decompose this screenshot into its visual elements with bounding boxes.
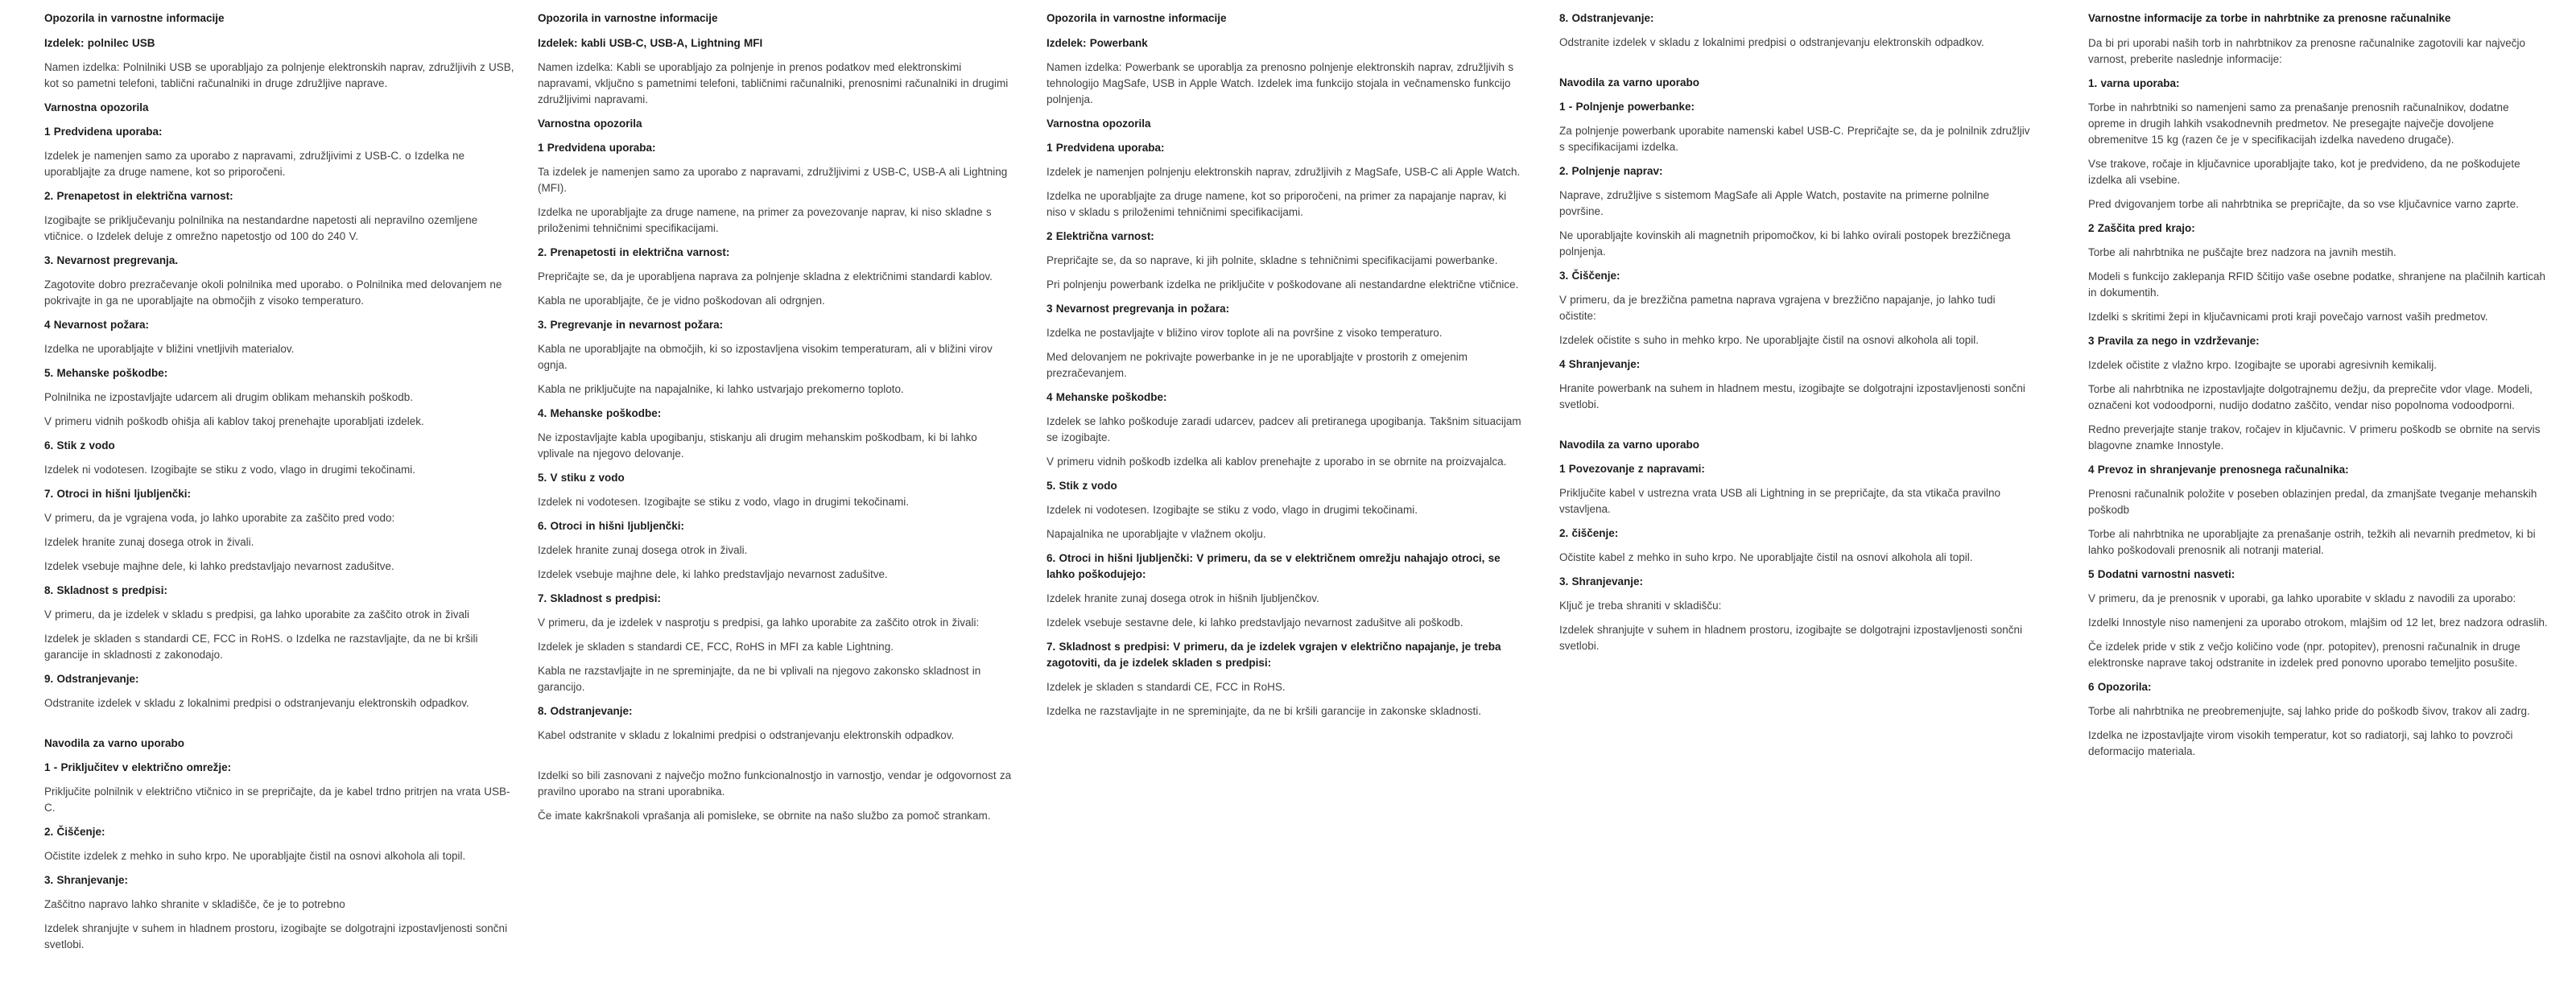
paragraph: Izdelek ni vodotesen. Izogibajte se stiku z vodo, vlago in drugimi tekočinami. (538, 496, 909, 508)
section-heading: 6. Otroci in hišni ljubljenčki: V primeru, da se v električnem omrežju nahajajo otroci, se lahko poškodujejo: (1046, 552, 1501, 580)
section-heading: 7. Otroci in hišni ljubljenčki: (44, 488, 192, 500)
section-heading: 1 Predvidena uporaba: (538, 142, 656, 154)
paragraph: Za polnjenje powerbank uporabite namenski kabel USB-C. Prepričajte se, da je polnilnik združljiv s specifikacijami izdelka. (1559, 125, 2030, 153)
paragraph: Torbe in nahrbtniki so namenjeni samo za prenašanje prenosnih računalnikov, dodatne opreme in drugih lahkih vsakodnevnih predmetov. Ne presegajte največje dovoljene obremenitve 15 kg (razen če je v specifikacijah izdelka navedeno drugače). (2088, 101, 2509, 146)
paragraph: Izdelka ne uporabljajte za druge namene, kot so priporočeni, na primer za napajanje naprav, ki niso v skladu s priloženimi tehničnimi specifikacijami. (1046, 190, 1507, 218)
paragraph: Izdelka ne izpostavljajte virom visokih temperatur, kot so radiatorji, saj lahko to povzroči deformacijo materiala. (2088, 729, 2513, 757)
paragraph: Pri polnjenju powerbank izdelka ne priključite v poškodovane ali nestandardne električne vtičnice. (1046, 278, 1519, 291)
paragraph: Ne izpostavljajte kabla upogibanju, stiskanju ali drugim mehanskim poškodbam, ki bi lahko vplivale na njegovo delovanje. (538, 431, 977, 460)
section-heading: 2. Čiščenje: (44, 826, 105, 838)
section-heading: 4 Mehanske poškodbe: (1046, 391, 1167, 403)
section-heading: 2 Zaščita pred krajo: (2088, 222, 2195, 234)
section-heading: 4 Shranjevanje: (1559, 358, 1641, 370)
document-title: Opozorila in varnostne informacije (1046, 12, 1227, 24)
paragraph: Izdelek ni vodotesen. Izogibajte se stiku z vodo, vlago in drugimi tekočinami. (44, 464, 415, 476)
paragraph: V primeru, da je izdelek v nasprotju s predpisi, ga lahko uporabite za zaščito otrok in živali: (538, 616, 980, 629)
paragraph: Izogibajte se priključevanju polnilnika na nestandardne napetosti ali nepravilno ozemljene vtičnice. o Izdelek deluje z omrežno napetostjo od 100 do 240 V. (44, 214, 478, 242)
paragraph: Izdelek vsebuje majhne dele, ki lahko predstavljajo nevarnost zadušitve. (538, 568, 888, 580)
paragraph: Pred dvigovanjem torbe ali nahrbtnika se prepričajte, da so vse ključavnice varno zaprte. (2088, 198, 2520, 210)
paragraph: Prenosni računalnik položite v poseben oblazinjen predal, da zmanjšate tveganje mehanskih poškodb (2088, 488, 2537, 516)
section-heading: 1 - Priključitev v električno omrežje: (44, 761, 232, 773)
document-title: Opozorila in varnostne informacije (44, 12, 225, 24)
paragraph: Prepričajte se, da je uporabljena naprava za polnjenje skladna z električnimi standardi kablov. (538, 270, 993, 282)
paragraph: Če imate kakršnakoli vprašanja ali pomisleke, se obrnite na našo službo za pomoč strankam. (538, 810, 991, 822)
paragraph: Izdelek ni vodotesen. Izogibajte se stiku z vodo, vlago in drugimi tekočinami. (1046, 504, 1418, 516)
paragraph: Izdelek vsebuje majhne dele, ki lahko predstavljajo nevarnost zadušitve. (44, 560, 394, 572)
section-heading: 8. Odstranjevanje: (538, 705, 633, 717)
paragraph: Odstranite izdelek v skladu z lokalnimi predpisi o odstranjevanju elektronskih odpadkov. (1559, 36, 1984, 48)
section-heading: 8. Odstranjevanje: (1559, 12, 1654, 24)
section-heading: 5. Stik z vodo (1046, 480, 1117, 492)
section-heading: Navodila za varno uporabo (44, 737, 185, 749)
paragraph: Ključ je treba shraniti v skladišču: (1559, 600, 1722, 612)
section-heading: 3. Čiščenje: (1559, 270, 1620, 282)
paragraph: Izdelki s skritimi žepi in ključavnicami proti kraji povečajo varnost vaših predmetov. (2088, 311, 2488, 323)
paragraph: Kabla ne razstavljajte in ne spreminjajte, da ne bi vplivali na njegovo zakonsko skladnost in garancijo. (538, 665, 981, 693)
paragraph: Namen izdelka: Polnilniki USB se uporabljajo za polnjenje elektronskih naprav, združljivih z USB, kot so pametni telefoni, tablični računalniki in druge združljive naprave. (44, 61, 514, 89)
section-heading: 8. Skladnost s predpisi: (44, 584, 168, 596)
paragraph: Kabla ne uporabljajte, če je vidno poškodovan ali odrgnjen. (538, 295, 825, 307)
paragraph: Naprave, združljive s sistemom MagSafe ali Apple Watch, postavite na primerne polnilne površine. (1559, 189, 1989, 217)
section-heading: 1 Predvidena uporaba: (1046, 142, 1165, 154)
paragraph: Očistite kabel z mehko in suho krpo. Ne uporabljajte čistil na osnovi alkohola ali topil. (1559, 551, 1973, 563)
section-heading: 7. Skladnost s predpisi: (538, 592, 662, 604)
paragraph: Izdelek se lahko poškoduje zaradi udarcev, padcev ali pretiranega upogibanja. Takšnim situacijam se izogibajte. (1046, 415, 1521, 443)
section-heading: 1 Povezovanje z napravami: (1559, 463, 1705, 475)
paragraph: Očistite izdelek z mehko in suho krpo. Ne uporabljajte čistil na osnovi alkohola ali topil. (44, 850, 466, 862)
section-heading: 5. Mehanske poškodbe: (44, 367, 168, 379)
paragraph: Izdelek hranite zunaj dosega otrok in hišnih ljubljenčkov. (1046, 592, 1319, 604)
paragraph: Polnilnika ne izpostavljajte udarcem ali drugim oblikam mehanskih poškodb. (44, 391, 413, 403)
paragraph: Izdelek očistite s suho in mehko krpo. Ne uporabljajte čistil na osnovi alkohola ali topil. (1559, 334, 1979, 346)
section-heading: 3 Pravila za nego in vzdrževanje: (2088, 335, 2260, 347)
paragraph: Ta izdelek je namenjen samo za uporabo z napravami, združljivimi z USB-C, USB-A ali Lightning (MFI). (538, 166, 1008, 194)
paragraph: Med delovanjem ne pokrivajte powerbanke in je ne uporabljajte v prostorih z omejenim prezračevanjem. (1046, 351, 1468, 379)
section-heading: 3. Nevarnost pregrevanja. (44, 254, 179, 266)
paragraph: Ne uporabljajte kovinskih ali magnetnih pripomočkov, ki bi lahko ovirali postopek brezžičnega polnjenja. (1559, 229, 2011, 258)
paragraph: Namen izdelka: Powerbank se uporablja za prenosno polnjenje elektronskih naprav, združljivih s tehnologijo MagSafe, USB in Apple Watch. Izdelek ima funkcijo stojala in večnamensko funkcijo polnjenja. (1046, 61, 1514, 105)
section-heading: 6 Opozorila: (2088, 681, 2152, 693)
section-heading: Varnostna opozorila (44, 101, 149, 113)
paragraph: V primeru, da je vgrajena voda, jo lahko uporabite za zaščito pred vodo: (44, 512, 395, 524)
section-heading: 3. Shranjevanje: (44, 874, 129, 886)
section-heading: Izdelek: kabli USB-C, USB-A, Lightning MFI (538, 37, 763, 49)
section-heading: 1 Predvidena uporaba: (44, 126, 163, 138)
section-heading: 2. Prenapetost in električna varnost: (44, 190, 233, 202)
paragraph: V primeru, da je prenosnik v uporabi, ga lahko uporabite v skladu z navodili za uporabo: (2088, 592, 2516, 604)
section-heading: Varnostna opozorila (538, 118, 642, 130)
section-heading: 2. čiščenje: (1559, 527, 1619, 539)
paragraph: Kabla ne priključujte na napajalnike, ki lahko ustvarjajo prekomerno toploto. (538, 383, 904, 395)
column-powerbank-warnings (1046, 10, 1523, 728)
section-heading: 3. Pregrevanje in nevarnost požara: (538, 319, 724, 331)
paragraph: Kabla ne uporabljajte na območjih, ki so izpostavljena visokim temperaturam, ali v bližini virov ognja. (538, 343, 993, 371)
paragraph: V primeru vidnih poškodb izdelka ali kablov prenehajte z uporabo in se obrnite na proizvajalca. (1046, 456, 1507, 468)
paragraph: Izdelek je skladen s standardi CE, FCC in RoHS. (1046, 681, 1286, 693)
column-laptop-bags-safety (2088, 10, 2549, 768)
section-heading: 6. Stik z vodo (44, 439, 115, 451)
paragraph: Izdelek je namenjen samo za uporabo z napravami, združljivimi z USB-C. o Izdelka ne uporabljajte za druge namene, kot so priporočeni. (44, 150, 464, 178)
paragraph: Napajalnika ne uporabljajte v vlažnem okolju. (1046, 528, 1266, 540)
paragraph: Priključite polnilnik v električno vtičnico in se prepričajte, da je kabel trdno pritrjen na vrata USB-C. (44, 785, 510, 814)
section-heading: 5. V stiku z vodo (538, 472, 625, 484)
section-heading: 4 Nevarnost požara: (44, 319, 150, 331)
section-heading: 1 - Polnjenje powerbanke: (1559, 101, 1695, 113)
section-heading: Izdelek: polnilec USB (44, 37, 155, 49)
paragraph: V primeru, da je izdelek v skladu s predpisi, ga lahko uporabite za zaščito otrok in živali (44, 608, 470, 621)
section-heading: 1. varna uporaba: (2088, 77, 2180, 89)
paragraph: Izdelek je skladen s standardi CE, FCC, RoHS in MFI za kable Lightning. (538, 641, 894, 653)
paragraph: Priključite kabel v ustrezna vrata USB ali Lightning in se prepričajte, da sta vtikača pravilno vstavljena. (1559, 487, 2001, 515)
section-heading: Varnostna opozorila (1046, 118, 1151, 130)
paragraph: Izdelki Innostyle niso namenjeni za uporabo otrokom, mlajšim od 12 let, brez nadzora odraslih. (2088, 616, 2548, 629)
paragraph: Izdelka ne uporabljajte v bližini vnetljivih materialov. (44, 343, 295, 355)
section-heading: 5 Dodatni varnostni nasveti: (2088, 568, 2235, 580)
paragraph: Torbe ali nahrbtnika ne puščajte brez nadzora na javnih mestih. (2088, 246, 2396, 258)
paragraph: Izdelek je skladen s standardi CE, FCC in RoHS. o Izdelka ne razstavljajte, da ne bi kršili garancije in skladnosti z zakonodajo. (44, 633, 478, 661)
document-title: Opozorila in varnostne informacije (538, 12, 718, 24)
paragraph: Hranite powerbank na suhem in hladnem mestu, izogibajte se dolgotrajni izpostavljenosti sončni svetlobi. (1559, 382, 2025, 410)
paragraph: Torbe ali nahrbtnika ne uporabljajte za prenašanje ostrih, težkih ali nevarnih predmetov, ki bi lahko poškodovali prenosnik ali notranji material. (2088, 528, 2536, 556)
section-heading: Navodila za varno uporabo (1559, 76, 1700, 89)
section-heading: 7. Skladnost s predpisi: V primeru, da je izdelek vgrajen v električno napajanje, je treba zagotoviti, da je izdelek skladen s predpisi: (1046, 641, 1501, 669)
paragraph: Torbe ali nahrbtnika ne preobremenjujte, saj lahko pride do poškodb šivov, trakov ali zadrg. (2088, 705, 2530, 717)
paragraph: Namen izdelka: Kabli se uporabljajo za polnjenje in prenos podatkov med elektronskimi napravami, vključno s pametnimi telefoni, tabličnimi računalniki, prenosnimi računalniki in drugimi združljivimi napravami. (538, 61, 1009, 105)
paragraph: Izdelka ne razstavljajte in ne spreminjajte, da ne bi kršili garancije in zakonske skladnosti. (1046, 705, 1482, 717)
paragraph: Torbe ali nahrbtnika ne izpostavljajte dolgotrajnemu dežju, da preprečite vdor vlage. Modeli, označeni kot vodoodporni, nudijo dodatno zaščito, vendar niso popolnoma vodoodporni. (2088, 383, 2533, 411)
section-heading: 3. Shranjevanje: (1559, 575, 1644, 588)
column-powerbank-usage-and-cable-usage (1559, 10, 2030, 662)
paragraph: Izdelek je namenjen polnjenju elektronskih naprav, združljivih z MagSafe, USB-C ali Apple Watch. (1046, 166, 1521, 178)
paragraph: Redno preverjajte stanje trakov, ročajev in ključavnic. V primeru poškodb se obrnite na servis blagovne znamke Innostyle. (2088, 423, 2541, 451)
section-heading: 2. Prenapetosti in električna varnost: (538, 246, 730, 258)
section-heading: Izdelek: Powerbank (1046, 37, 1148, 49)
paragraph: Prepričajte se, da so naprave, ki jih polnite, skladne s tehničnimi specifikacijami powerbanke. (1046, 254, 1498, 266)
paragraph: Zagotovite dobro prezračevanje okoli polnilnika med uporabo. o Polnilnika med delovanjem ne pokrivajte in ga ne uporabljajte na območjih z visoko temperaturo. (44, 278, 502, 307)
paragraph: Odstranite izdelek v skladu z lokalnimi predpisi o odstranjevanju elektronskih odpadkov. (44, 697, 469, 709)
paragraph: Izdelek shranjujte v suhem in hladnem prostoru, izogibajte se dolgotrajni izpostavljenosti sončni svetlobi. (1559, 624, 2023, 652)
paragraph: Kabel odstranite v skladu z lokalnimi predpisi o odstranjevanju elektronskih odpadkov. (538, 729, 955, 741)
paragraph: V primeru vidnih poškodb ohišja ali kablov takoj prenehajte uporabljati izdelek. (44, 415, 424, 427)
paragraph: Izdelek shranjujte v suhem in hladnem prostoru, izogibajte se dolgotrajni izpostavljenosti sončni svetlobi. (44, 922, 508, 950)
section-heading: 9. Odstranjevanje: (44, 673, 139, 685)
section-heading: Navodila za varno uporabo (1559, 439, 1700, 451)
section-heading: 4. Mehanske poškodbe: (538, 407, 662, 419)
paragraph: Vse trakove, ročaje in ključavnice uporabljajte tako, kot je predvideno, da ne poškodujete izdelka ali vsebine. (2088, 158, 2520, 186)
section-heading: 2. Polnjenje naprav: (1559, 165, 1663, 177)
paragraph: Če izdelek pride v stik z večjo količino vode (npr. potopitev), prenosni računalnik in druge elektronske naprave takoj odstranite in izdelek pred ponovno uporabo temeljito posušite. (2088, 641, 2520, 669)
section-heading: 6. Otroci in hišni ljubljenčki: (538, 520, 685, 532)
section-heading: 4 Prevoz in shranjevanje prenosnega računalnika: (2088, 464, 2349, 476)
paragraph: Izdelki so bili zasnovani z največjo možno funkcionalnostjo in varnostjo, vendar je odgovornost za pravilno uporabo na strani uporabnika. (538, 769, 1012, 798)
document-title: Varnostne informacije za torbe in nahrbtnike za prenosne računalnike (2088, 12, 2451, 24)
paragraph: Modeli s funkcijo zaklepanja RFID ščitijo vaše osebne podatke, shranjene na plačilnih karticah in dokumentih. (2088, 270, 2546, 299)
paragraph: Da bi pri uporabi naših torb in nahrbtnikov za prenosne računalnike zagotovili kar največjo varnost, preberite naslednje informacije: (2088, 37, 2526, 65)
paragraph: Izdelka ne postavljajte v bližino virov toplote ali na površine z visoko temperaturo. (1046, 327, 1443, 339)
paragraph: Izdelek hranite zunaj dosega otrok in živali. (538, 544, 748, 556)
column-usb-charger-warnings (44, 10, 515, 961)
section-heading: 3 Nevarnost pregrevanja in požara: (1046, 303, 1230, 315)
paragraph: Izdelek hranite zunaj dosega otrok in živali. (44, 536, 254, 548)
section-heading: 2 Električna varnost: (1046, 230, 1154, 242)
paragraph: Izdelek vsebuje sestavne dele, ki lahko predstavljajo nevarnost zadušitve ali poškodb. (1046, 616, 1463, 629)
paragraph: Izdelek očistite z vlažno krpo. Izogibajte se uporabi agresivnih kemikalij. (2088, 359, 2437, 371)
column-cables-warnings (538, 10, 1014, 832)
paragraph: V primeru, da je brezžična pametna naprava vgrajena v brezžično napajanje, jo lahko tudi očistite: (1559, 294, 1996, 322)
paragraph: Izdelka ne uporabljajte za druge namene, na primer za povezovanje naprav, ki niso skladne s priloženimi tehničnimi specifikacijami. (538, 206, 992, 234)
paragraph: Zaščitno napravo lahko shranite v skladišče, če je to potrebno (44, 898, 345, 910)
